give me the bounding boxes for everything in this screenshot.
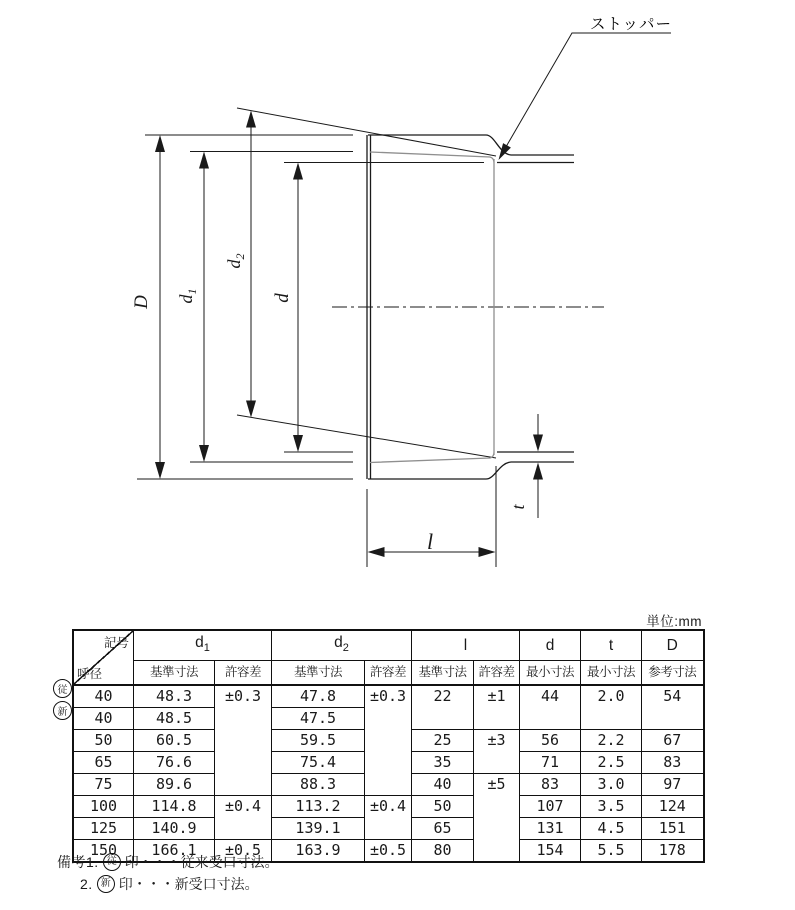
- circled-old-mark: [103, 853, 121, 871]
- cell-d1: 48.3: [134, 685, 215, 708]
- dim-label-d1-base: d: [176, 294, 196, 304]
- cell-d1: 114.8: [134, 796, 215, 818]
- subhead-d2-tolerance: 許容差: [365, 661, 412, 686]
- cell-d2-tol: ±0.3: [365, 685, 412, 796]
- cell-l: 40: [412, 774, 474, 796]
- cell-l: 65: [412, 818, 474, 840]
- dimension-lines: [160, 113, 538, 552]
- row-marker-old: [53, 679, 72, 698]
- cell-d2: 75.4: [272, 752, 365, 774]
- cell-d1: 89.6: [134, 774, 215, 796]
- note-1-text: 印・・・従来受口寸法。: [124, 854, 279, 870]
- cell-D: 124: [642, 796, 704, 818]
- subhead-d2-standard: 基準寸法: [272, 661, 365, 686]
- row-marker-new-text: 新: [57, 707, 68, 718]
- notes: [57, 851, 279, 895]
- cell-d: 131: [520, 818, 581, 840]
- col-group-d2: [272, 630, 412, 661]
- cell-l-tol: ±1: [474, 685, 520, 730]
- cell-d: 83: [520, 774, 581, 796]
- dim-label-d2: [224, 254, 247, 269]
- cell-d1: 140.9: [134, 818, 215, 840]
- cell-t: 3.5: [581, 796, 642, 818]
- cell-d: 71: [520, 752, 581, 774]
- cell-d1: 48.5: [134, 708, 215, 730]
- cell-d1-tol: ±0.3: [215, 685, 272, 796]
- cell-t: 5.5: [581, 840, 642, 863]
- subhead-l-tolerance: 許容差: [474, 661, 520, 686]
- cell-size: 50: [73, 730, 134, 752]
- note-line-1: [57, 851, 279, 873]
- cell-size: 150: [73, 840, 134, 863]
- cell-d1-tol: ±0.5: [215, 840, 272, 863]
- unit-label: 単位:mm: [646, 614, 702, 629]
- stopper-label: ストッパー: [590, 16, 673, 33]
- corner-cell: [73, 630, 134, 685]
- subhead-D-ref: 参考寸法: [642, 661, 704, 686]
- col-group-D: D: [642, 630, 704, 661]
- cell-d2-tol: ±0.5: [365, 840, 412, 863]
- cell-d1: 60.5: [134, 730, 215, 752]
- cell-l: 25: [412, 730, 474, 752]
- col-group-d2-base: d: [334, 634, 343, 651]
- stopper-leader-arrowhead: [499, 143, 511, 160]
- subhead-d1-standard: 基準寸法: [134, 661, 215, 686]
- cell-t: 2.2: [581, 730, 642, 752]
- table-row: [73, 685, 704, 708]
- row-marker-new: [53, 701, 72, 720]
- dim-label-D: D: [131, 295, 152, 309]
- cell-size: 65: [73, 752, 134, 774]
- cell-D: 67: [642, 730, 704, 752]
- subhead-t-min: 最小寸法: [581, 661, 642, 686]
- dim-label-d: d: [272, 293, 293, 303]
- cell-size: 100: [73, 796, 134, 818]
- dimension-arrowheads: [155, 111, 543, 558]
- col-group-d1-base: d: [195, 634, 204, 651]
- cell-size: 40: [73, 685, 134, 708]
- note-line-2: [57, 873, 279, 895]
- cell-l: 22: [412, 685, 474, 730]
- cell-d2: 113.2: [272, 796, 365, 818]
- cell-D: 97: [642, 774, 704, 796]
- cell-l: 35: [412, 752, 474, 774]
- cell-d2: 88.3: [272, 774, 365, 796]
- circled-old-mark-text: 従: [106, 856, 117, 867]
- cell-l-tol: ±5: [474, 774, 520, 863]
- cell-d2: 139.1: [272, 818, 365, 840]
- circled-new-mark-text: 新: [100, 878, 111, 889]
- dim-label-t: t: [508, 504, 528, 510]
- cell-d: 107: [520, 796, 581, 818]
- cell-l: 80: [412, 840, 474, 863]
- cell-t: 4.5: [581, 818, 642, 840]
- cell-t: 3.0: [581, 774, 642, 796]
- col-group-d1-sub: 1: [203, 642, 210, 655]
- dim-label-d1-sub: 1: [185, 288, 199, 295]
- cell-d2: 163.9: [272, 840, 365, 863]
- row-marker-old-text: 従: [57, 685, 68, 696]
- cell-size: 75: [73, 774, 134, 796]
- cell-D: 54: [642, 685, 704, 730]
- corner-diameter-label: 呼径: [77, 667, 103, 682]
- col-group-l: l: [412, 630, 520, 661]
- cell-d1: 166.1: [134, 840, 215, 863]
- dim-label-d2-sub: 2: [233, 253, 247, 260]
- cell-l-tol: ±3: [474, 730, 520, 774]
- cell-d: 56: [520, 730, 581, 752]
- col-group-d2-sub: 2: [342, 642, 349, 655]
- dimension-table: [72, 629, 705, 863]
- table-row: [73, 796, 704, 818]
- cell-size: 40: [73, 708, 134, 730]
- col-group-t: t: [581, 630, 642, 661]
- dim-label-d2-base: d: [224, 259, 244, 269]
- cell-d1: 76.6: [134, 752, 215, 774]
- col-group-d1: [134, 630, 272, 661]
- cell-d: 44: [520, 685, 581, 730]
- subhead-d1-tolerance: 許容差: [215, 661, 272, 686]
- cell-d2: 47.8: [272, 685, 365, 708]
- cell-l: 50: [412, 796, 474, 818]
- cell-d: 154: [520, 840, 581, 863]
- cell-D: 151: [642, 818, 704, 840]
- cell-d2: 59.5: [272, 730, 365, 752]
- col-group-d: d: [520, 630, 581, 661]
- cell-t: 2.5: [581, 752, 642, 774]
- subhead-l-standard: 基準寸法: [412, 661, 474, 686]
- cell-d2: 47.5: [272, 708, 365, 730]
- note-1-prefix: 備考1.: [57, 854, 99, 870]
- cell-size: 125: [73, 818, 134, 840]
- cell-d1-tol: ±0.4: [215, 796, 272, 840]
- note-2-prefix: 2.: [80, 876, 93, 892]
- circled-new-mark: [97, 875, 115, 893]
- cell-D: 83: [642, 752, 704, 774]
- subhead-d-min: 最小寸法: [520, 661, 581, 686]
- stopper-leader-line: [503, 33, 671, 152]
- cell-t: 2.0: [581, 685, 642, 730]
- note-2-text: 印・・・新受口寸法。: [118, 876, 259, 892]
- cell-D: 178: [642, 840, 704, 863]
- extension-lines: [137, 135, 496, 567]
- cell-d2-tol: ±0.4: [365, 796, 412, 840]
- dim-label-l: l: [426, 529, 434, 554]
- dim-label-d1: [176, 289, 199, 304]
- corner-symbol-label: 記号: [103, 636, 129, 650]
